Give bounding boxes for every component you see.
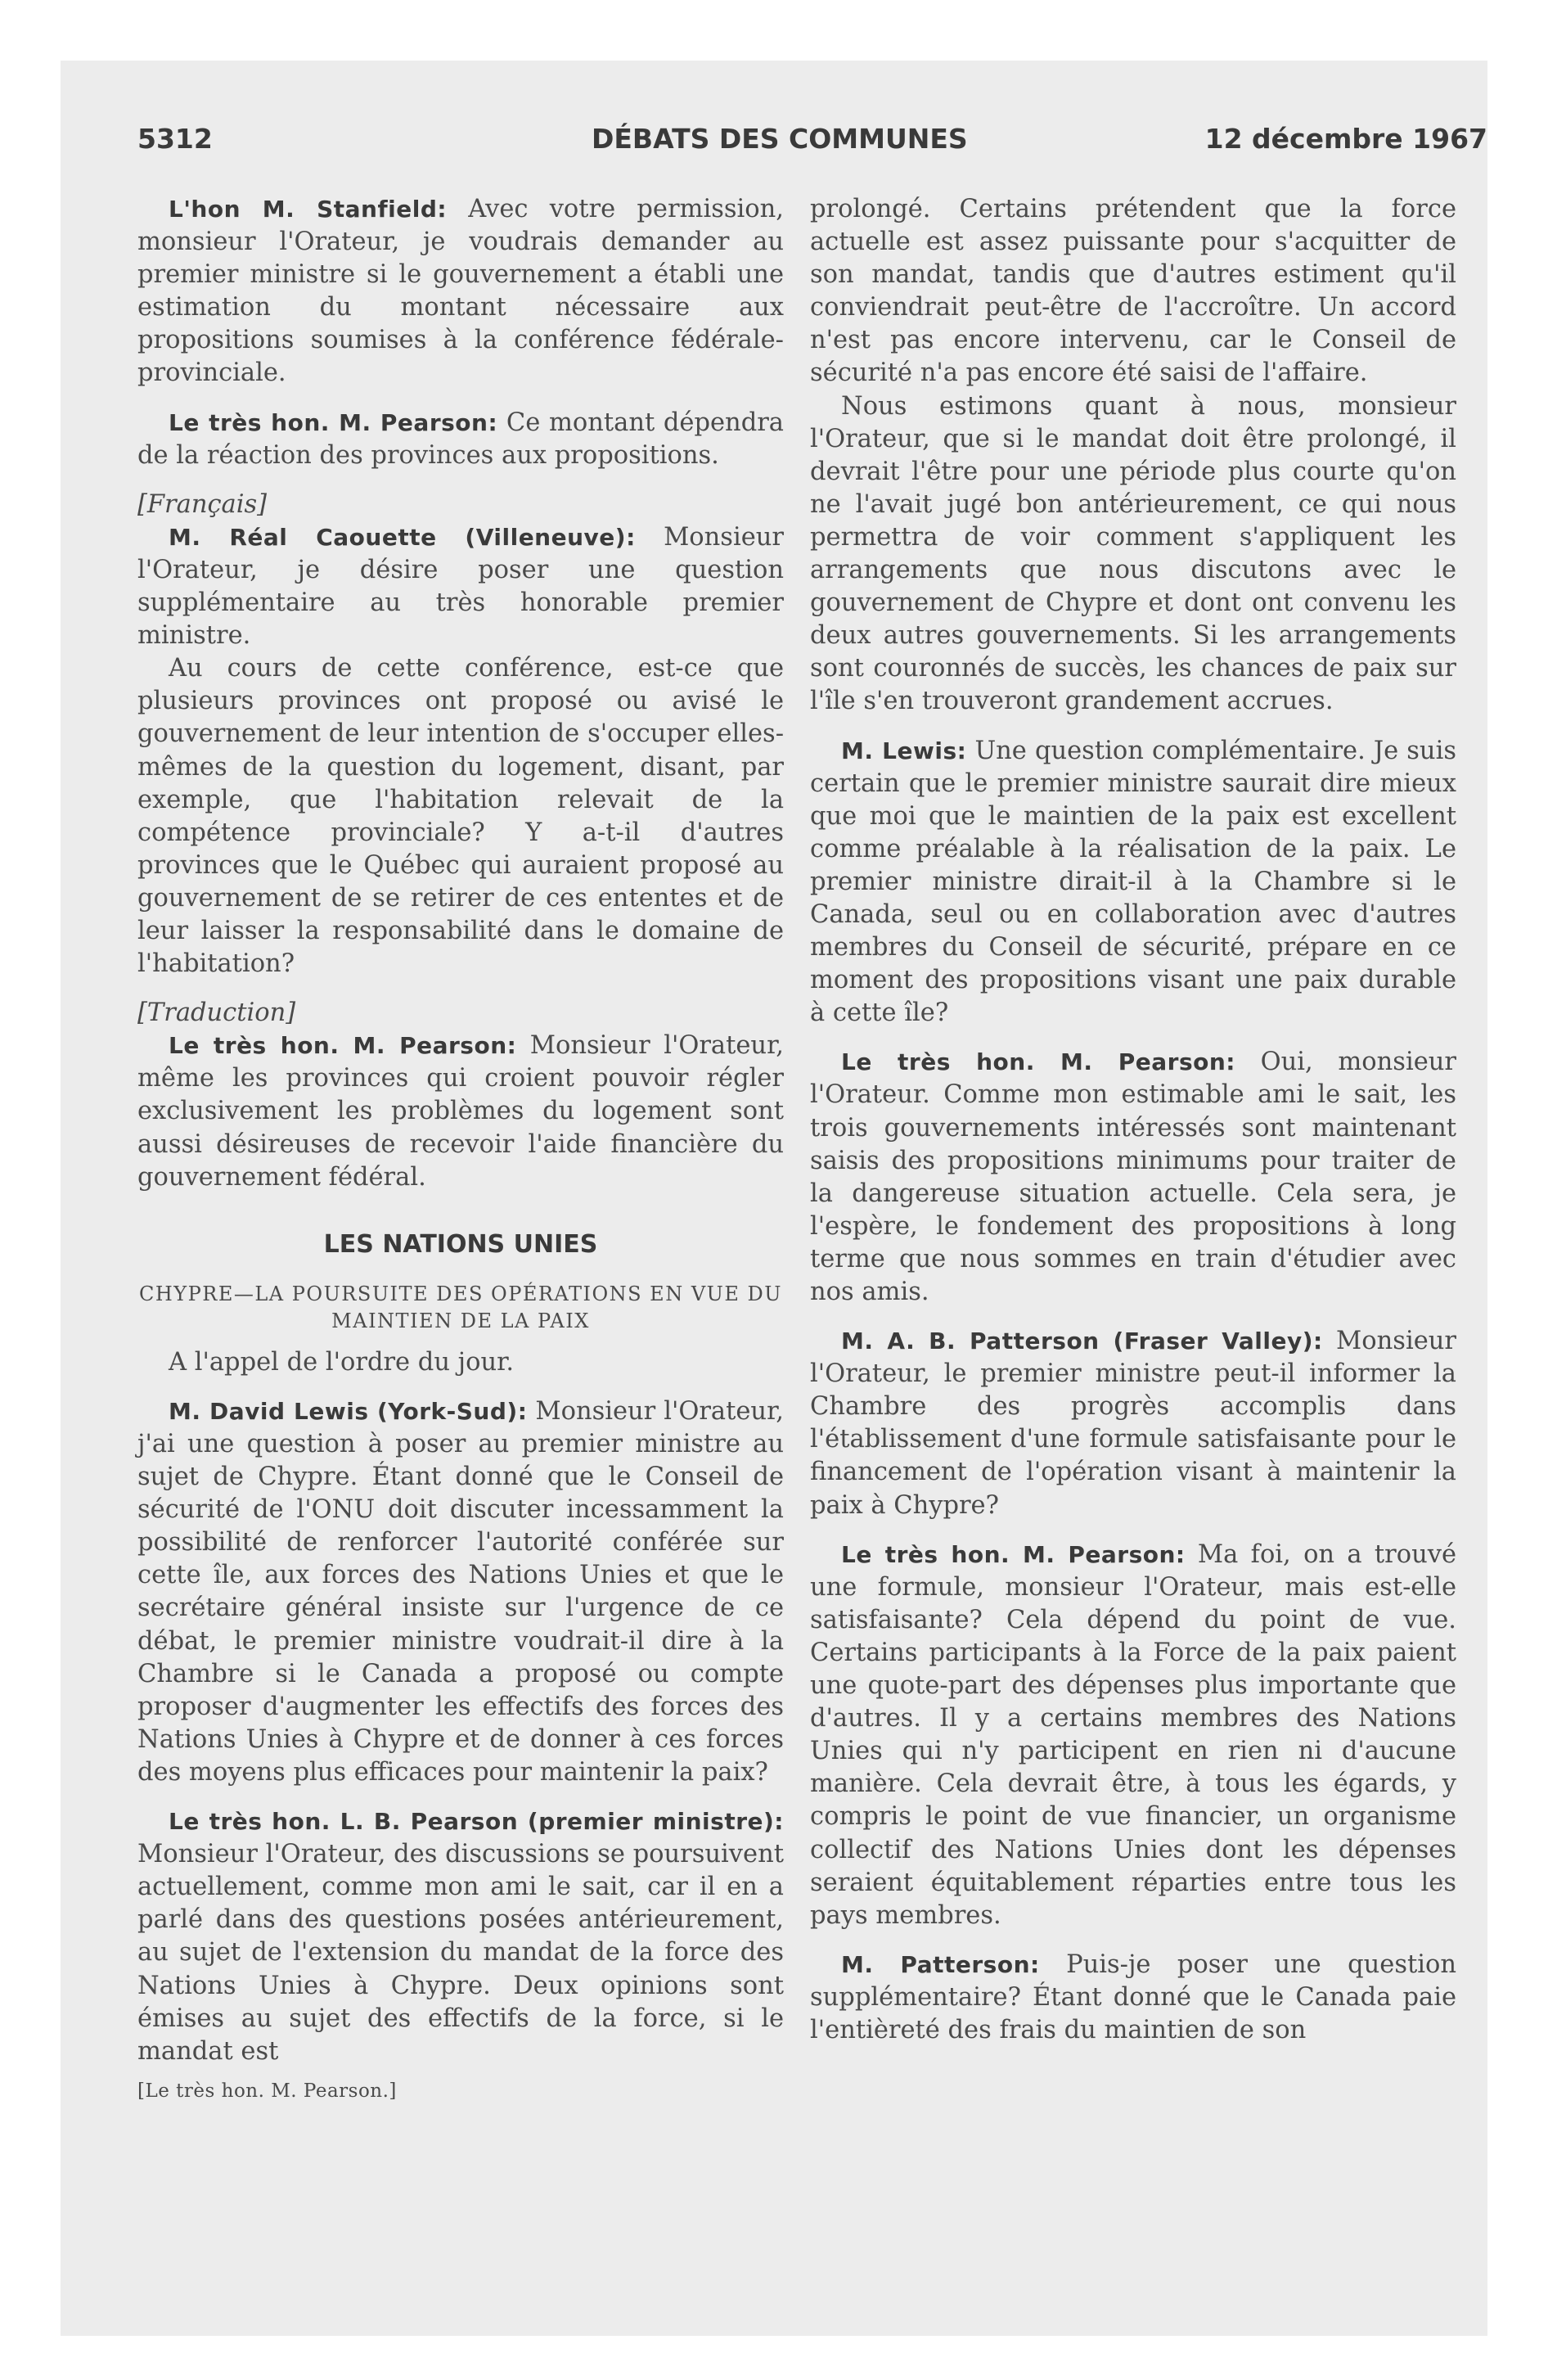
paragraph: [810, 735, 1456, 1030]
page-number: 5312: [137, 123, 213, 155]
page-header: [137, 123, 1487, 159]
speaker-name: Le très hon. M. Pearson:: [841, 1540, 1186, 1568]
speaker-name: M. David Lewis (York-Sud):: [169, 1397, 528, 1425]
footer-note: [Le très hon. M. Pearson.]: [137, 2080, 397, 2102]
speech-text: Puis-je poser une question supplémentaire? Étant donné que le Canada paie l'entièreté des frais du maintien de son: [810, 1950, 1456, 2044]
left-column: [137, 193, 784, 2107]
speaker-name: Le très hon. L. B. Pearson (premier ministre):: [169, 1808, 784, 1836]
speech-text: Monsieur l'Orateur, des discussions se poursuivent actuellement, comme mon ami le sait, car il en a parlé dans des questions posées antérieurement, au sujet de l'extension du mandat de la force des Nations Unies à Chypre. Deux opinions sont émises au sujet des effectifs de la force, si le mandat est: [137, 1840, 784, 2066]
page-title: DÉBATS DES COMMUNES: [592, 123, 968, 155]
speaker-name: M. Réal Caouette (Villeneuve):: [169, 523, 636, 551]
paragraph: [137, 1030, 784, 1193]
speaker-name: M. Lewis:: [841, 737, 967, 764]
paragraph: [810, 1046, 1456, 1309]
speech-text: Monsieur l'Orateur, même les provinces qui croient pouvoir régler exclusivement les problèmes du logement sont aussi désireuses de recevoir l'aide financière du gouvernement fédéral.: [137, 1031, 784, 1192]
paragraph: [810, 1325, 1456, 1522]
paragraph: Nous estimons quant à nous, monsieur l'Orateur, que si le mandat doit être prolongé, il devrait l'être pour une période plus courte qu'on ne l'avait jugé bon antérieurement, ce qui nous permettra de voir comment s'appliquent les arrangements que nous discutons avec le gouvernement de Chypre et dont ont convenu les deux autres gouvernements. Si les arrangements sont couronnés de succès, les chances de paix sur l'île s'en trouveront grandement accrues.: [810, 391, 1456, 716]
speech-text: Avec votre permission, monsieur l'Orateur, je voudrais demander au premier ministre si le gouvernement a établi une estimation du montant nécessaire aux propositions soumises à la conférence fédérale-provinciale.: [137, 195, 784, 388]
subsection-title: CHYPRE—LA POURSUITE DES OPÉRATIONS EN VUE DU MAINTIEN DE LA PAIX: [138, 1282, 783, 1332]
speech-text: Ma foi, on a trouvé une formule, monsieur l'Orateur, mais est-elle satisfaisante? Cela dépend du point de vue. Certains participants à la Force de la paix paient une quote-part des dépenses plus importante que d'autres. Il y a certains membres des Nations Unies qui n'y participent en rien ni d'aucune manière. Cela devrait être, à tous les égards, y compris le point de vue financier, un organisme collectif des Nations Unies dont les dépenses seraient équitablement réparties entre tous les pays membres.: [810, 1539, 1456, 1930]
page-date: 12 décembre 1967: [1204, 123, 1487, 155]
speaker-name: Le très hon. M. Pearson:: [169, 1032, 517, 1060]
paragraph: [810, 1539, 1456, 1932]
speech-text: Oui, monsieur l'Orateur. Comme mon estimable ami le sait, les trois gouvernements intéressés sont maintenant saisis des propositions minimums pour traiter de la dangereuse situation actuelle. Cela sera, je l'espère, le fondement des propositions à long terme que nous sommes en train d'étudier avec nos amis.: [810, 1048, 1456, 1306]
speaker-name: M. A. B. Patterson (Fraser Valley):: [841, 1327, 1323, 1355]
speech-text: Monsieur l'Orateur, le premier ministre peut-il informer la Chambre des progrès accomplis dans l'établissement d'une formule satisfaisante pour le financement de l'opération visant à maintenir la paix à Chypre?: [810, 1327, 1456, 1520]
paragraph: [137, 407, 784, 472]
language-marker: [Traduction]: [137, 998, 296, 1028]
paragraph: A l'appel de l'ordre du jour.: [169, 1347, 515, 1377]
right-column: [810, 193, 1456, 2047]
language-marker: [Français]: [137, 489, 268, 519]
speaker-name: L'hon M. Stanfield:: [169, 196, 448, 223]
paragraph: [137, 1805, 784, 2068]
section-title: LES NATIONS UNIES: [323, 1229, 598, 1259]
paragraph: [137, 1395, 784, 1789]
speech-text: Monsieur l'Orateur, je désire poser une question supplémentaire au très honorable premier ministre.: [137, 522, 784, 651]
paragraph: [810, 1949, 1456, 2047]
speaker-name: M. Patterson:: [841, 1950, 1040, 1978]
paragraph: [137, 193, 784, 390]
speaker-name: Le très hon. M. Pearson:: [841, 1048, 1235, 1076]
paragraph: Au cours de cette conférence, est-ce que plusieurs provinces ont proposé ou avisé le gouvernement de leur intention de s'occuper elles-mêmes de la question du logement, disant, par exemple, que l'habitation relevait de la compétence provinciale? Y a-t-il d'autres provinces que le Québec qui auraient proposé au gouvernement de se retirer de ces ententes et de leur laisser la responsabilité dans le domaine de l'habitation?: [137, 654, 784, 979]
speech-text: Ce montant dépendra de la réaction des provinces aux propositions.: [137, 408, 784, 470]
speech-text: Une question complémentaire. Je suis certain que le premier ministre saurait dire mieux que moi que le maintien de la paix est excellent comme préalable à la réalisation de la paix. Le premier ministre dirait-il à la Chambre si le Canada, seul ou en collaboration avec d'autres membres du Conseil de sécurité, prépare en ce moment des propositions visant une paix durable à cette île?: [810, 736, 1456, 1028]
paragraph: prolongé. Certains prétendent que la force actuelle est assez puissante pour s'acquitter de son mandat, tandis que d'autres estiment qu'il conviendrait peut-être de l'accroître. Un accord n'est pas encore intervenu, car le Conseil de sécurité n'a pas encore été saisi de l'affaire.: [810, 195, 1456, 388]
paragraph: [137, 521, 784, 652]
speech-text: Monsieur l'Orateur, j'ai une question à poser au premier ministre au sujet de Chypre. Étant donné que le Conseil de sécurité de l'ONU doit discuter incessamment la possibilité de renforcer l'autorité conférée sur cette île, aux forces des Nations Unies et que le secrétaire général insiste sur l'urgence de ce débat, le premier ministre voudrait-il dire à la Chambre si le Canada a proposé ou compte proposer d'augmenter les effectifs des forces des Nations Unies à Chypre et de donner à ces forces des moyens plus efficaces pour maintenir la paix?: [137, 1396, 784, 1787]
speaker-name: Le très hon. M. Pearson:: [169, 408, 498, 436]
